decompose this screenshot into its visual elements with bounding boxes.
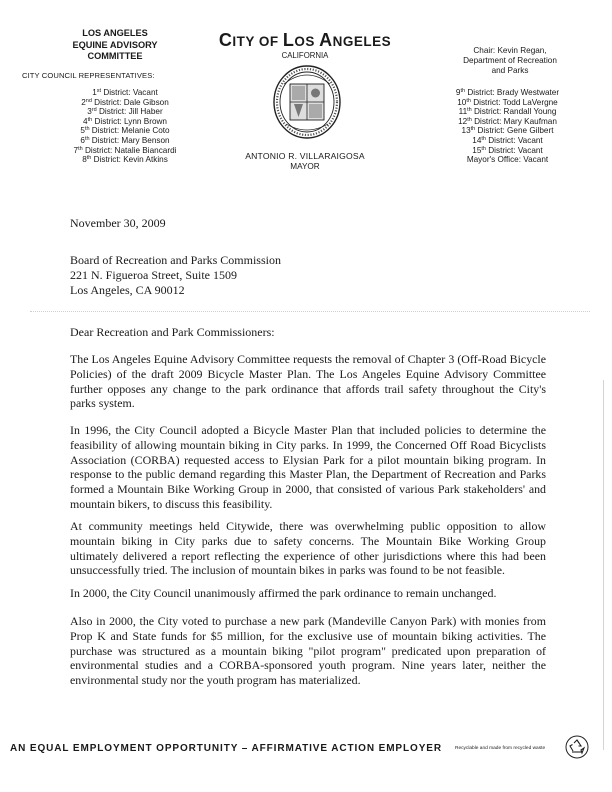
body-paragraph: At community meetings held Citywide, there was overwhelming public opposition to allow mountain biking in City parks due to safety concerns. The Mountain Bike Working Group ultimately delivered a report reflecting the experience of other jurisdictions where this had been unsuccessfully tried. The inclusion of mountain bikes in parks was found to be not feasible. <box>70 519 546 578</box>
district-representative: District: Vacant <box>485 145 543 155</box>
district-ordinal: th <box>470 126 476 133</box>
body-paragraph: Also in 2000, the City voted to purchase a new park (Mandeville Canyon Park) with monies from Prop K and State funds for $5 million, for the exclusive use of mountain biking activities. The purchase was structured as a mountain biking "pilot program" predicated upon preparation of environmental studies and a CORBA-sponsored youth program. Nine years later, neither the environmental study nor the youth program has materialized. <box>70 614 546 688</box>
recipient-address <box>70 253 281 297</box>
committee-name-line: EQUINE ADVISORY <box>72 39 158 50</box>
district-number: 8 <box>82 155 87 165</box>
district-representative: District: Vacant <box>101 88 158 97</box>
district-number: 14 <box>472 135 482 145</box>
district-representative: District: Vacant <box>485 135 543 145</box>
mayor-title: MAYOR <box>290 162 320 171</box>
district-row <box>50 126 200 136</box>
district-ordinal: th <box>467 107 472 114</box>
district-representative: District: Randall Young <box>471 107 557 117</box>
district-number: 1 <box>92 88 97 97</box>
district-ordinal: th <box>78 145 83 152</box>
district-ordinal: th <box>466 97 471 104</box>
district-number: 10 <box>457 97 467 107</box>
right-district-list <box>415 88 600 165</box>
district-ordinal: nd <box>85 97 92 104</box>
district-ordinal: th <box>84 126 90 133</box>
district-number: 2 <box>81 97 86 107</box>
district-representative: District: Lynn Brown <box>92 116 167 126</box>
salutation: Dear Recreation and Park Commissioners: <box>70 325 275 339</box>
district-row <box>50 98 200 108</box>
district-row <box>50 136 200 146</box>
address-line: 221 N. Figueroa Street, Suite 1509 <box>70 267 237 282</box>
district-row <box>50 107 200 117</box>
city-subtitle: CALIFORNIA <box>281 51 329 60</box>
district-number: 9 <box>455 88 461 97</box>
district-row <box>415 98 600 108</box>
district-ordinal: th <box>467 116 472 123</box>
district-number: 12 <box>458 116 468 126</box>
district-representative: District: Todd LaVergne <box>470 97 558 107</box>
address-line: Los Angeles, CA 90012 <box>70 282 185 297</box>
district-representative: District: Dale Gibson <box>91 97 169 107</box>
district-ordinal: th <box>481 145 486 152</box>
chair-line: Chair: Kevin Regan, <box>473 46 547 55</box>
scan-edge-line <box>603 380 604 750</box>
district-row <box>50 88 200 98</box>
chair-line: Department of Recreation <box>463 56 557 65</box>
district-representative: District: Brady Westwater <box>465 88 560 97</box>
district-representative: District: Jill Haber <box>96 107 163 117</box>
district-number: 3 <box>87 107 92 117</box>
district-number: 6 <box>80 135 85 145</box>
district-row <box>50 155 200 165</box>
district-row <box>415 117 600 127</box>
district-row <box>415 155 600 165</box>
district-row <box>415 88 600 98</box>
district-row <box>415 107 600 117</box>
district-number: 4 <box>83 116 88 126</box>
district-row <box>415 146 600 156</box>
district-row <box>415 126 600 136</box>
left-district-list <box>50 88 200 165</box>
chair-line: and Parks <box>491 66 529 75</box>
district-number: 7 <box>73 145 79 155</box>
district-representative: District: Melanie Coto <box>89 126 170 136</box>
district-ordinal: rd <box>91 107 97 114</box>
district-number: 15 <box>472 145 482 155</box>
city-title: CITY OF LOS ANGELES <box>218 30 392 50</box>
district-number: 5 <box>80 126 85 136</box>
district-number: 13 <box>461 126 471 136</box>
district-ordinal: th <box>87 116 93 123</box>
committee-name-line: COMMITTEE <box>87 51 143 61</box>
district-representative: District: Mary Benson <box>89 135 170 145</box>
committee-name <box>30 28 200 63</box>
district-representative: District: Natalie Biancardi <box>82 145 177 155</box>
body-paragraph: The Los Angeles Equine Advisory Committee requests the removal of Chapter 3 (Off-Road Bicycle Policies) of the draft 2009 Bicycle Master Plan. The Los Angeles Equine Advisory Committee further opposes any change to the park ordinance that affords trail safety throughout the City's parks system. <box>70 352 546 411</box>
letter-date: November 30, 2009 <box>70 216 166 230</box>
equal-opportunity-footer: AN EQUAL EMPLOYMENT OPPORTUNITY – AFFIRMATIVE ACTION EMPLOYER <box>10 743 442 754</box>
mayor-name: ANTONIO R. VILLARAIGOSA <box>245 151 365 161</box>
body-paragraph: In 2000, the City Council unanimously affirmed the park ordinance to remain unchanged. <box>70 586 497 600</box>
address-line: Board of Recreation and Parks Commission <box>70 253 281 267</box>
council-representatives-heading: CITY COUNCIL REPRESENTATIVES: <box>22 71 155 80</box>
district-representative: District: Kevin Atkins <box>91 155 168 165</box>
city-seal-icon <box>272 64 342 140</box>
district-ordinal: th <box>460 88 466 94</box>
district-ordinal: st <box>96 88 102 94</box>
district-representative: District: Gene Gilbert <box>475 126 554 136</box>
district-ordinal: th <box>86 155 92 162</box>
district-row <box>50 146 200 156</box>
district-number: 11 <box>458 107 468 117</box>
body-paragraph: In 1996, the City Council adopted a Bicycle Master Plan that included policies to determine the feasibility of allowing mountain biking in City parks. In 1999, the Concerned Off Road Bicyclists Association (CORBA) requested access to Elysian Park for a pilot mountain biking program. In response to the public demand regarding this Master Plan, the Department of Recreation and Parks formed a Mountain Bike Working Group in 2000, that consisted of various Park stakeholders' and mountain bikers, to discuss this feasibility. <box>70 423 546 511</box>
committee-name-line: LOS ANGELES <box>82 28 148 38</box>
scan-divider <box>30 311 590 312</box>
chair-block <box>425 46 595 76</box>
district-ordinal: th <box>481 135 486 142</box>
recycle-icon <box>565 735 589 759</box>
district-row <box>50 117 200 127</box>
recycle-note: Recyclable and made from recycled waste <box>455 746 546 751</box>
district-representative: Mayor's Office: Vacant <box>466 155 549 165</box>
district-row <box>415 136 600 146</box>
district-ordinal: th <box>84 135 90 142</box>
district-representative: District: Mary Kaufman <box>471 116 557 126</box>
